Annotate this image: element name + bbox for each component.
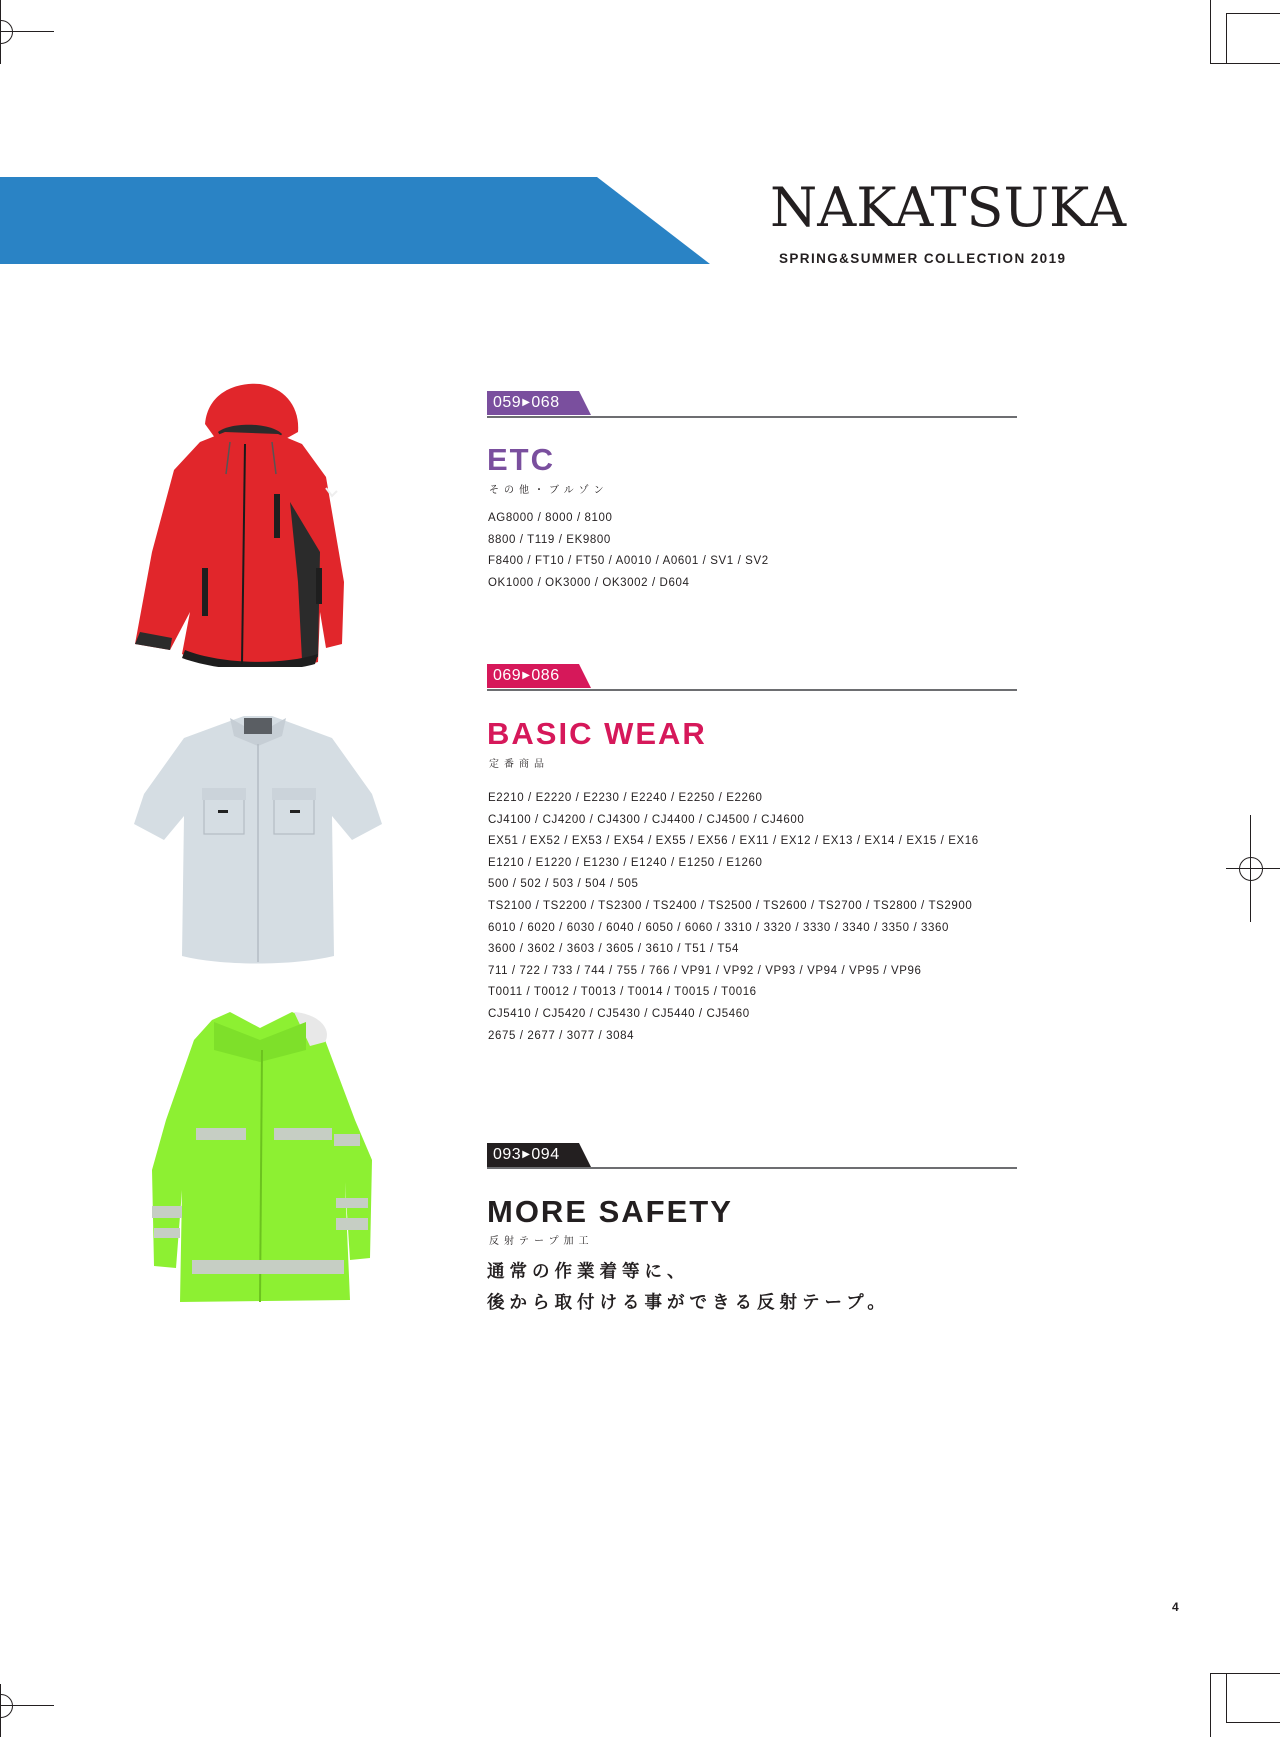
- header-blue-band: [0, 177, 710, 264]
- range-end: 094: [531, 1146, 560, 1163]
- code-line: OK1000 / OK3000 / OK3002 / D604: [488, 576, 690, 589]
- product-codes-etc: [488, 508, 769, 594]
- arrow-right-icon: ▶: [522, 397, 531, 408]
- code-line: E1210 / E1220 / E1230 / E1240 / E1250 / E1260: [488, 856, 763, 869]
- section-title-basic-wear: BASIC WEAR: [487, 716, 707, 751]
- code-line: EX51 / EX52 / EX53 / EX54 / EX55 / EX56 / EX11 / EX12 / EX13 / EX14 / EX15 / EX16: [488, 835, 979, 848]
- arrow-right-icon: ▶: [522, 1149, 531, 1160]
- section-more-safety-page-range: [487, 1143, 597, 1167]
- product-codes-basic-wear: [488, 788, 979, 1047]
- section-divider: [487, 416, 1017, 418]
- code-line: 711 / 722 / 733 / 744 / 755 / 766 / VP91 / VP92 / VP93 / VP94 / VP95 / VP96: [488, 964, 922, 977]
- collection-title: SPRING&SUMMER COLLECTION 2019: [779, 251, 1067, 266]
- section-divider: [487, 1167, 1017, 1169]
- section-subtitle-more-safety: 反射テープ加工: [489, 1236, 594, 1247]
- section-divider: [487, 689, 1017, 691]
- section-title-more-safety: MORE SAFETY: [487, 1194, 733, 1229]
- section-basic-wear-page-range: [487, 664, 597, 688]
- arrow-right-icon: ▶: [522, 670, 531, 681]
- code-line: AG8000 / 8000 / 8100: [488, 512, 613, 524]
- code-line: 8800 / T119 / EK9800: [488, 533, 611, 546]
- red-hooded-jacket-image: [130, 382, 352, 667]
- code-line: CJ5410 / CJ5420 / CJ5430 / CJ5440 / CJ5460: [488, 1007, 750, 1020]
- code-line: 500 / 502 / 503 / 504 / 505: [488, 878, 639, 891]
- description-line: 後から取付ける事ができる反射テープ。: [487, 1292, 890, 1312]
- code-line: 6010 / 6020 / 6030 / 6040 / 6050 / 6060 / 3310 / 3320 / 3330 / 3340 / 3350 / 3360: [488, 921, 950, 934]
- code-line: TS2100 / TS2200 / TS2300 / TS2400 / TS2500 / TS2600 / TS2700 / TS2800 / TS2900: [488, 899, 973, 912]
- page-number: 4: [1172, 1600, 1179, 1614]
- range-start: 069: [493, 667, 522, 684]
- brand-logo: NAKATSUKA: [770, 176, 1127, 239]
- code-line: 3600 / 3602 / 3603 / 3605 / 3610 / T51 / T54: [488, 943, 740, 956]
- green-reflective-raincoat-image: [150, 1010, 372, 1310]
- light-grey-work-shirt-image: [132, 716, 384, 966]
- section-title-etc: ETC: [487, 442, 555, 477]
- description-line: 通常の作業着等に、: [487, 1261, 690, 1281]
- range-end: 086: [531, 667, 560, 684]
- code-line: E2210 / E2220 / E2230 / E2240 / E2250 / E2260: [488, 792, 763, 804]
- code-line: F8400 / FT10 / FT50 / A0010 / A0601 / SV1 / SV2: [488, 555, 769, 568]
- code-line: CJ4100 / CJ4200 / CJ4300 / CJ4400 / CJ4500 / CJ4600: [488, 813, 805, 826]
- more-safety-description: [487, 1256, 890, 1318]
- range-start: 059: [493, 394, 522, 411]
- section-subtitle-basic-wear: 定番商品: [489, 759, 549, 770]
- code-line: 2675 / 2677 / 3077 / 3084: [488, 1029, 635, 1042]
- range-start: 093: [493, 1146, 522, 1163]
- range-end: 068: [531, 394, 560, 411]
- code-line: T0011 / T0012 / T0013 / T0014 / T0015 / T0016: [488, 986, 757, 999]
- section-subtitle-etc: その他・ブルゾン: [489, 485, 609, 496]
- section-etc-page-range: [487, 391, 597, 415]
